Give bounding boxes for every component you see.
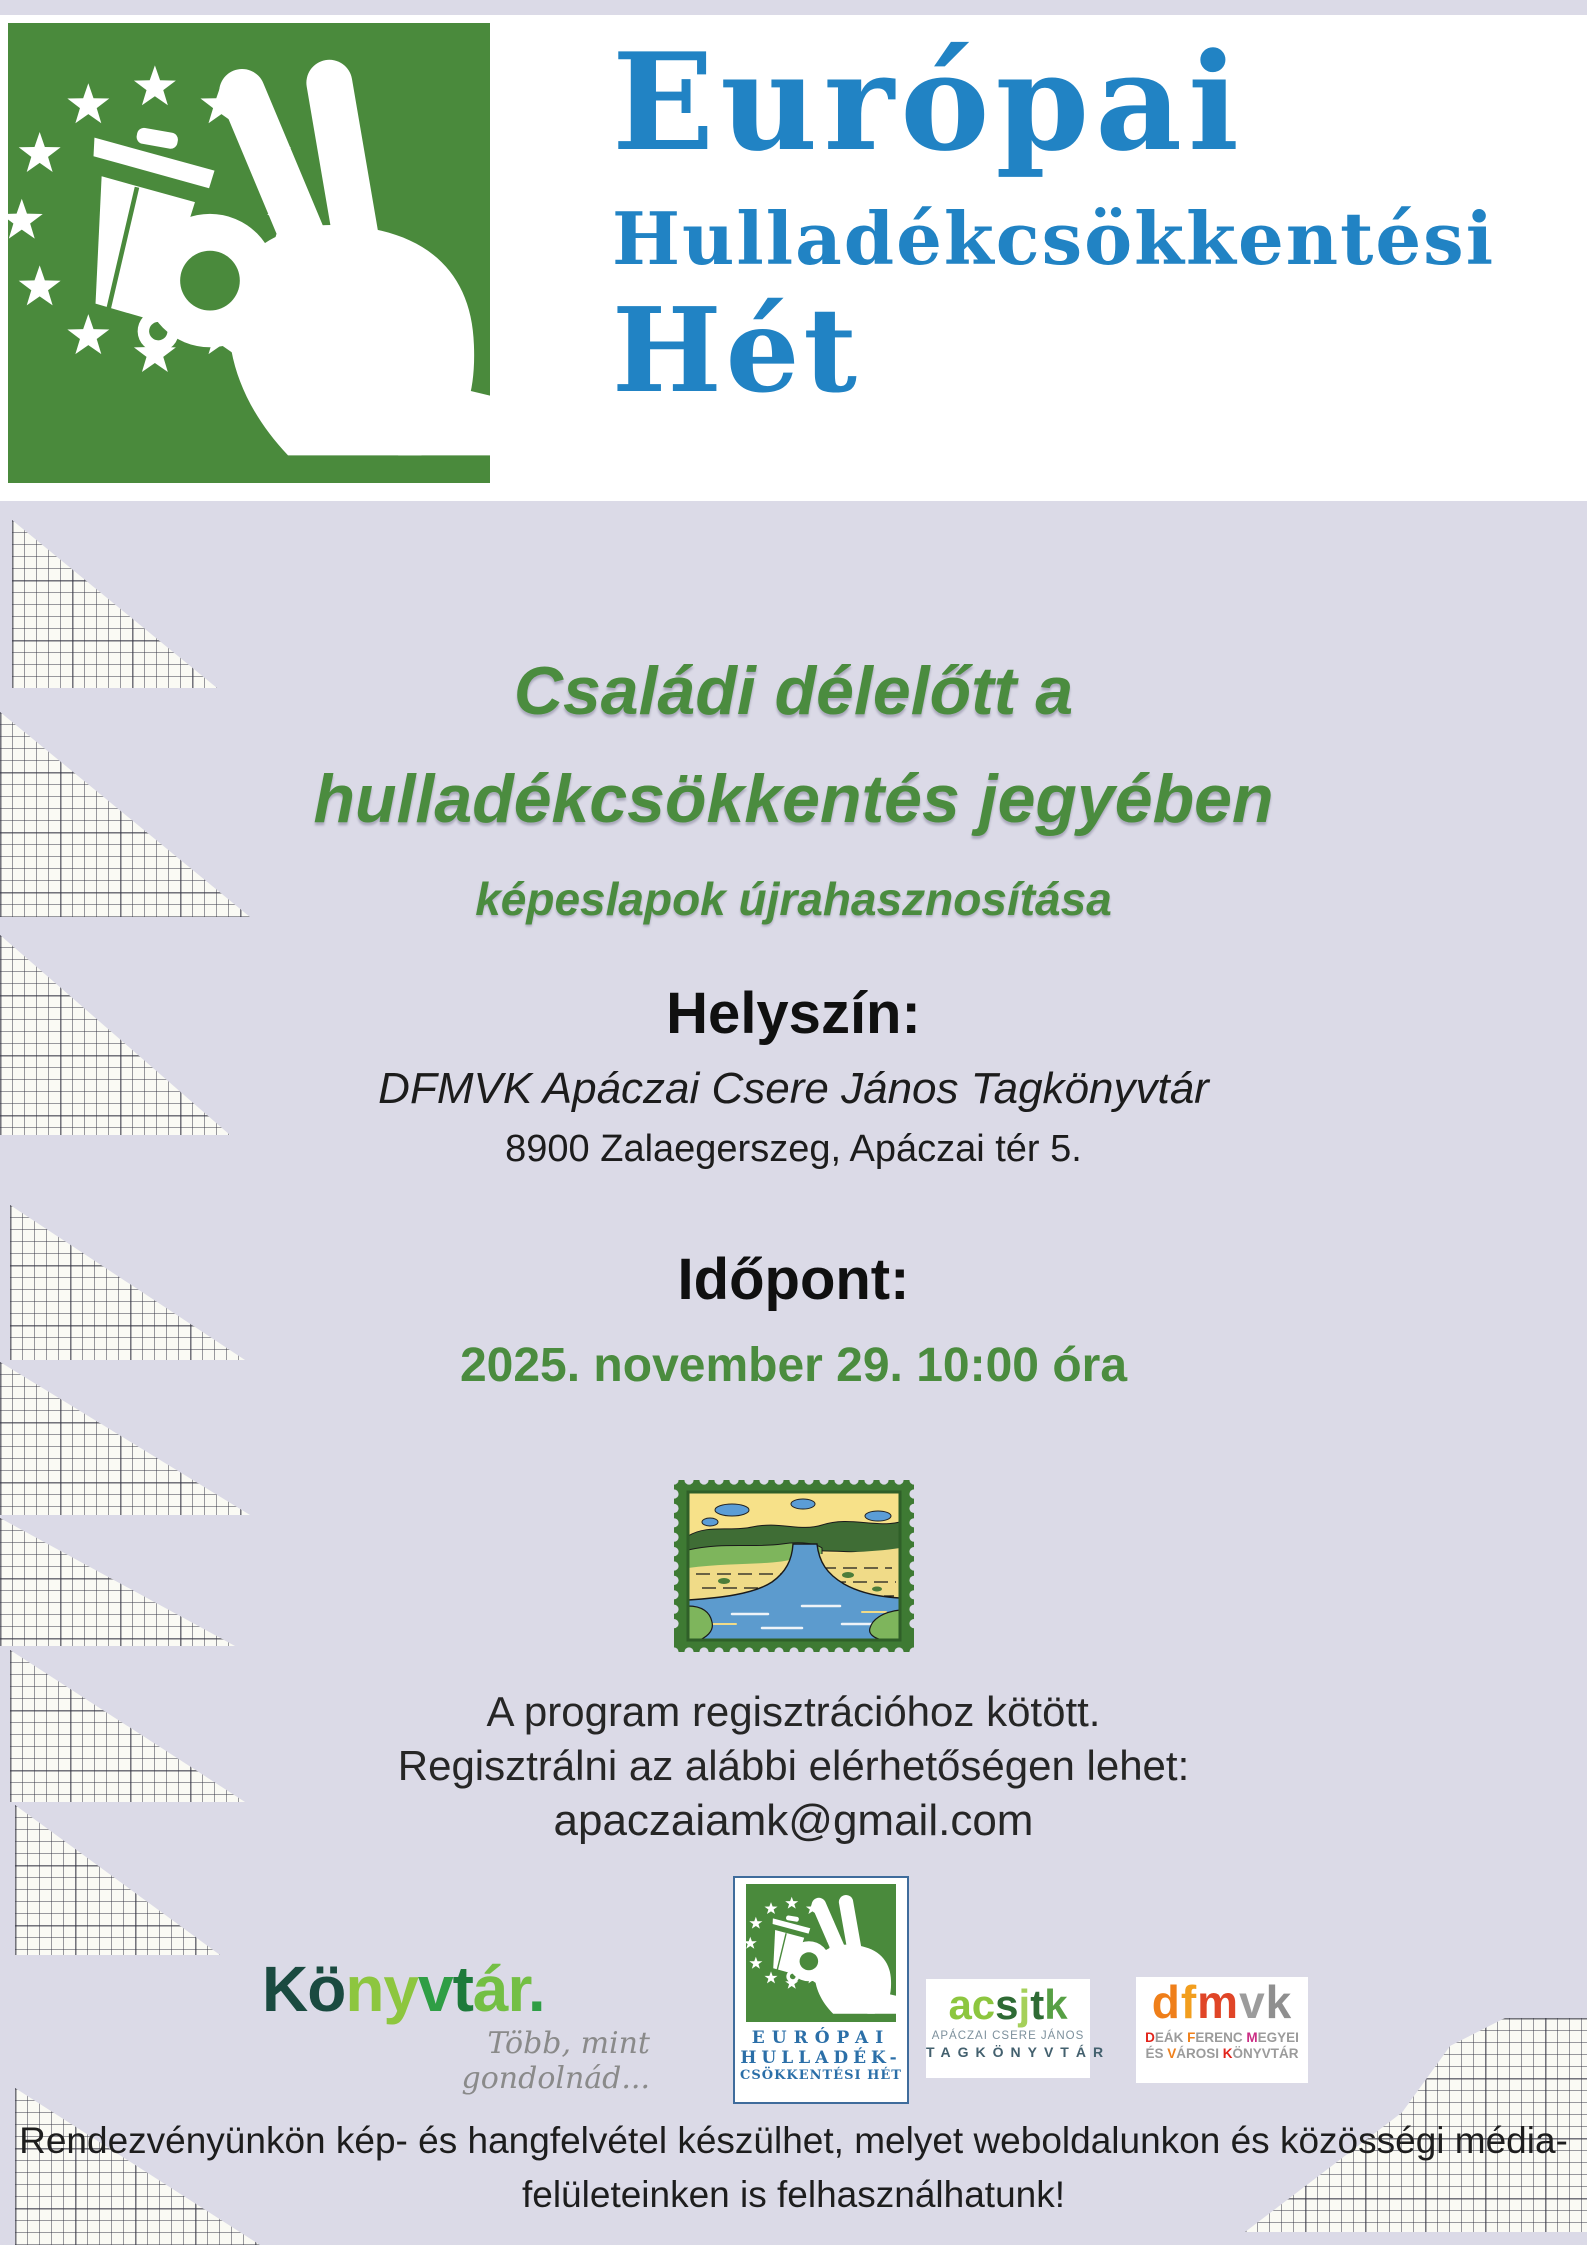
event-subtitle: képeslapok újrahasznosítása [475,873,1112,925]
event-title-line2: hulladékcsökkentés jegyében [313,761,1274,837]
acsjtk-logo-card [926,1979,1111,2078]
grid-triangle-decoration [15,2088,260,2245]
logo-letter: k [1044,1981,1068,2028]
header-title [612,23,1572,419]
logo-letter: k [1265,1976,1293,2028]
logo-letter: ERENC [1195,2030,1247,2045]
ewwr-logo-card [733,1876,909,2104]
logo-letter: t [452,1953,473,2025]
location-heading: Helyszín: [666,981,921,1046]
ewwr-hand-bin-logo [8,23,490,483]
dfmvk-line2 [1136,2046,1308,2061]
registration-email: apaczaiamk@gmail.com [553,1796,1034,1845]
ewwr-hand-bin-logo-small [746,1884,896,2022]
header-band [0,15,1587,501]
footer-note-line2: felületeinken is felhasználhatunk! [521,2174,1066,2215]
registration-line1: A program regisztrációhoz kötött. [486,1688,1101,1735]
stamp-image [672,1478,916,1654]
konyvtar-tagline: Több, mint gondolnád... [461,2026,650,2096]
dfmvk-logo-card [1136,1977,1308,2083]
logo-letter: F [1187,2030,1196,2045]
logo-letter: . [527,1953,545,2025]
acsjtk-wordmark [926,1983,1090,2027]
header-line1: Európai [612,23,1245,181]
header-line3: Hét [612,283,861,419]
location-address: 8900 Zalaegerszeg, Apáczai tér 5. [505,1128,1082,1170]
logo-letter: ár [472,1953,528,2025]
ewwr-card-line2: HULLADÉK- [740,2048,902,2068]
logo-letter: EÁK [1154,2030,1188,2045]
acsjtk-line1: APÁCZAI CSERE JÁNOS [931,2030,1085,2043]
logo-letter: ÉS [1145,2046,1168,2061]
logo-letter: ÖNYVTÁR [1232,2046,1299,2061]
event-title-line1: Családi délelőtt a [513,653,1074,729]
logo-letter: M [1246,2030,1258,2045]
logo-letter: D [1145,2030,1155,2045]
postcard-stamp-illustration [672,1478,916,1659]
logo-letter: a [948,1981,972,2028]
header-line2: Hulladékcsökkentési [612,196,1496,281]
konyvtar-logo [262,1952,545,2026]
logo-letter: ÁROSI [1176,2046,1223,2061]
acsjtk-line2: TAGKÖNYVTÁR [926,2044,1111,2061]
ewwr-card-line3: CSÖKKENTÉSI HÉT [740,2068,902,2083]
logo-letter: s [995,1981,1019,2028]
footer-note-line1: Rendezvényünkön kép- és hangfelvétel készülhet, melyet weboldalunkon és közösségi média- [19,2120,1568,2161]
logo-letter: f [1180,1976,1198,2028]
logo-letter: ny [345,1953,418,2025]
dfmvk-wordmark [1136,1976,1308,2028]
logo-letter: v [1239,1976,1266,2028]
logo-letter: j [1018,1981,1031,2028]
logo-letter: v [418,1953,453,2025]
location-name: DFMVK Apáczai Csere János Tagkönyvtár [378,1064,1209,1113]
logo-letter: K [1222,2046,1233,2061]
logo-letter: Kö [262,1953,346,2025]
time-value: 2025. november 29. 10:00 óra [459,1339,1128,1392]
logo-letter: V [1167,2046,1177,2061]
grid-triangle-decoration [0,1518,235,1646]
time-heading: Időpont: [677,1247,910,1312]
logo-letter: c [971,1981,996,2028]
ewwr-card-line1: EURÓPAI [751,2028,891,2048]
registration-line2: Regisztrálni az alábbi elérhetőségen lehet: [397,1742,1190,1789]
logo-letter: d [1151,1976,1181,2028]
dfmvk-line1 [1136,2030,1308,2045]
logo-letter: EGYEI [1257,2030,1299,2045]
logo-letter: m [1197,1976,1240,2028]
logo-letter: t [1030,1981,1045,2028]
